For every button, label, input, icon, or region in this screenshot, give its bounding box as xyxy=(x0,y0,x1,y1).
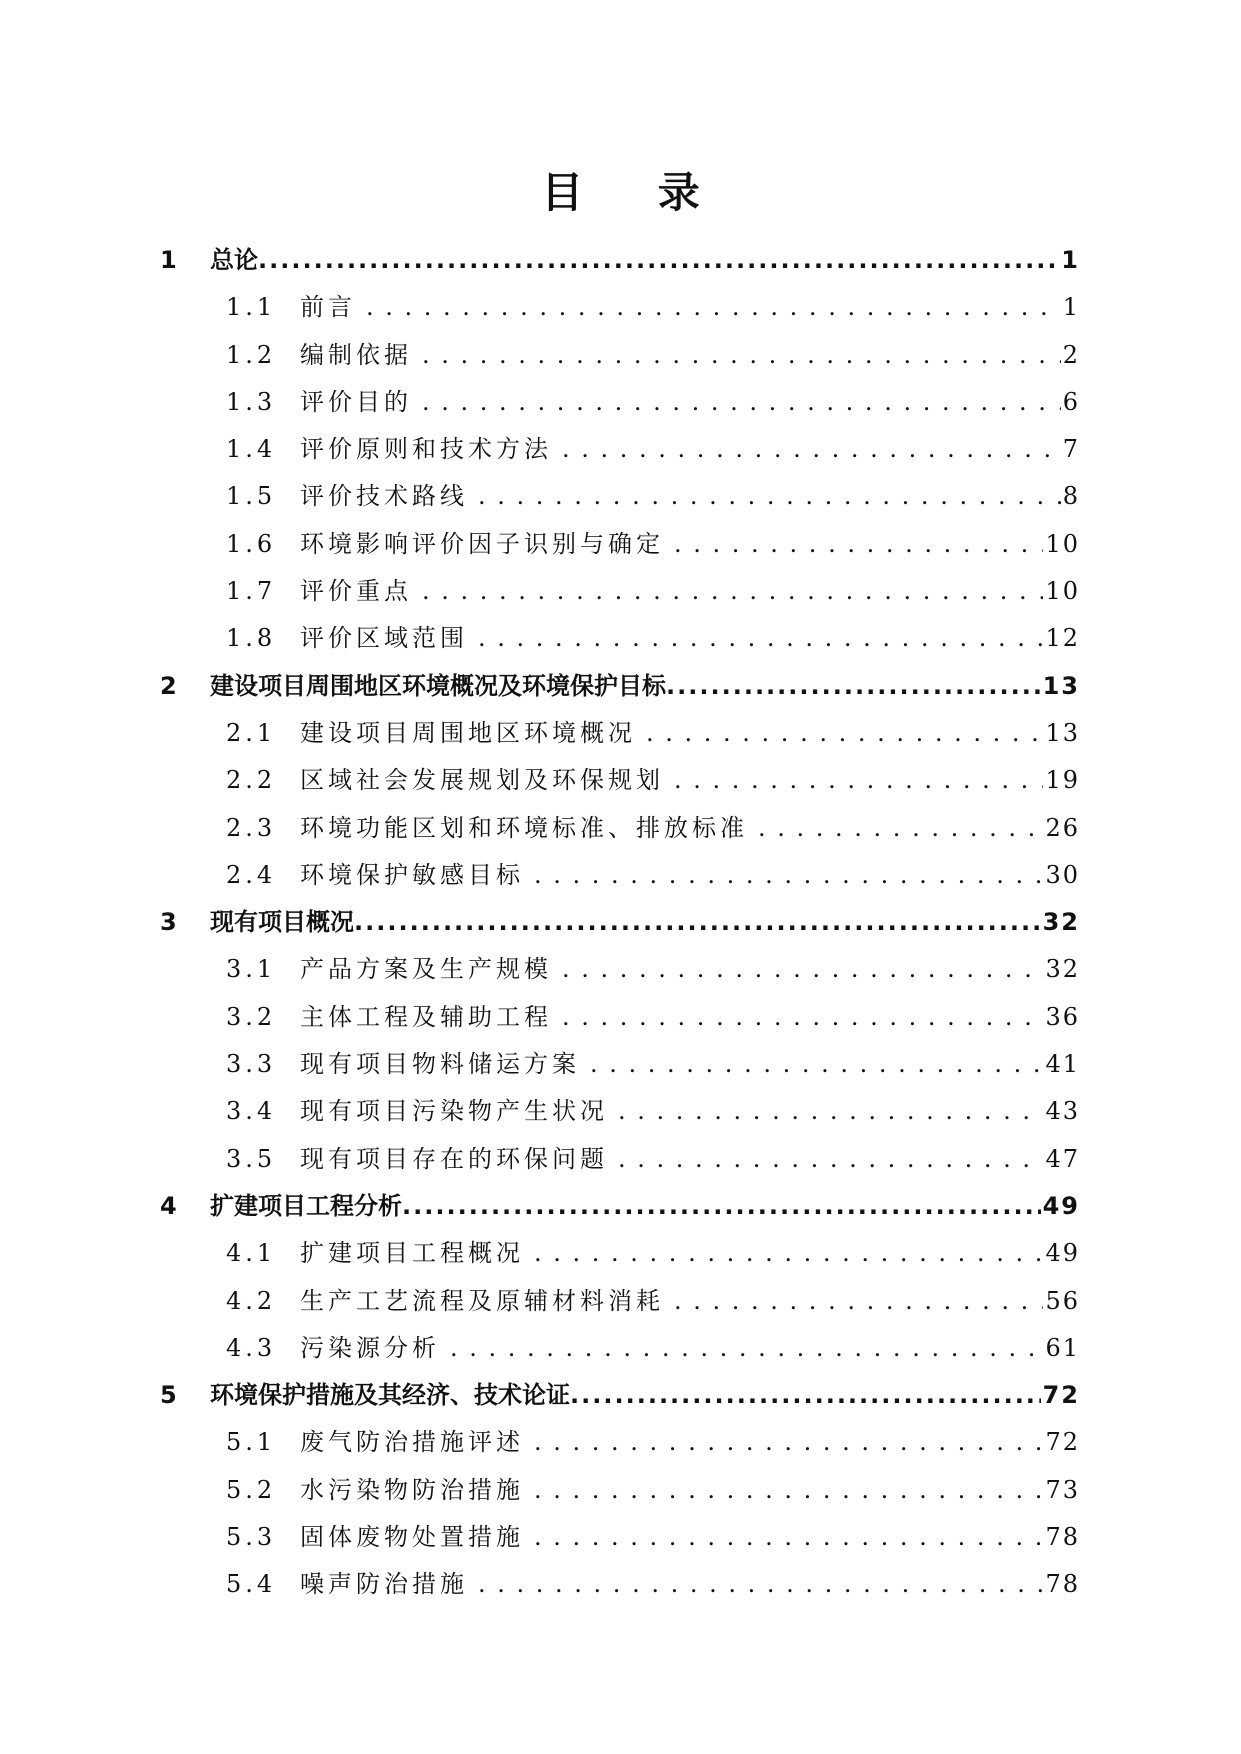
toc-entry-number: 5.1 xyxy=(226,1428,277,1457)
toc-section-entry[interactable] xyxy=(160,568,1080,615)
toc-entry-number: 1.1 xyxy=(226,293,277,322)
toc-entry-title: 现有项目物料储运方案 xyxy=(300,1050,580,1079)
toc-page-number: 41 xyxy=(1045,1050,1080,1079)
toc-entry-title: 编制依据 xyxy=(300,340,412,369)
toc-entry-number: 5.2 xyxy=(226,1475,277,1504)
toc-entry-title: 废气防治措施评述 xyxy=(300,1428,524,1457)
toc-page-number: 1 xyxy=(1061,246,1080,274)
toc-entry-title: 扩建项目工程概况 xyxy=(300,1239,524,1268)
dot-leader xyxy=(666,663,1041,710)
toc-entry-title: 评价原则和技术方法 xyxy=(300,435,552,464)
toc-entry-number: 1.2 xyxy=(226,340,277,369)
toc-section-entry[interactable] xyxy=(160,1230,1080,1277)
toc-entry-title: 污染源分析 xyxy=(300,1333,440,1362)
toc-entry-title: 区域社会发展规划及环保规划 xyxy=(300,766,664,795)
toc-page-number: 6 xyxy=(1062,387,1080,416)
toc-page-number: 36 xyxy=(1045,1002,1080,1031)
toc-entry-title: 评价重点 xyxy=(300,577,412,606)
toc-chapter-entry[interactable] xyxy=(160,1183,1080,1230)
toc-entry-number: 1.3 xyxy=(226,387,277,416)
toc-section-entry[interactable] xyxy=(160,1561,1080,1608)
toc-entry-number: 3.5 xyxy=(226,1144,277,1173)
table-of-contents xyxy=(160,237,1080,1609)
toc-entry-title: 现有项目概况 xyxy=(210,908,354,937)
toc-page-number: 47 xyxy=(1045,1144,1080,1173)
toc-entry-title: 评价技术路线 xyxy=(300,482,468,511)
dot-leader xyxy=(562,426,1061,473)
toc-section-entry[interactable] xyxy=(160,1088,1080,1135)
toc-entry-title: 前言 xyxy=(300,293,356,322)
toc-page-number: 1 xyxy=(1062,293,1080,322)
toc-entry-number: 1 xyxy=(160,246,177,274)
toc-entry-number: 2.3 xyxy=(226,813,277,842)
dot-leader xyxy=(354,899,1041,946)
toc-entry-title: 产品方案及生产规模 xyxy=(300,955,552,984)
toc-entry-title: 环境影响评价因子识别与确定 xyxy=(300,529,664,558)
page-title: 目 录 xyxy=(541,168,730,217)
dot-leader xyxy=(450,1325,1043,1372)
toc-chapter-entry[interactable] xyxy=(160,1372,1080,1419)
toc-entry-number: 3.4 xyxy=(226,1097,277,1126)
toc-section-entry[interactable] xyxy=(160,994,1080,1041)
toc-entry-title: 评价区域范围 xyxy=(300,624,468,653)
dot-leader xyxy=(674,521,1043,568)
toc-page-number: 72 xyxy=(1042,1381,1080,1410)
toc-page-number: 13 xyxy=(1045,718,1080,747)
dot-leader xyxy=(534,1514,1043,1561)
toc-entry-number: 3.1 xyxy=(226,955,277,984)
toc-section-entry[interactable] xyxy=(160,1467,1080,1514)
toc-page-number: 26 xyxy=(1045,813,1080,842)
toc-entry-number: 3.2 xyxy=(226,1002,277,1031)
toc-entry-number: 2.1 xyxy=(226,718,277,747)
dot-leader xyxy=(534,1419,1043,1466)
dot-leader xyxy=(562,946,1043,993)
toc-section-entry[interactable] xyxy=(160,473,1080,520)
toc-section-entry[interactable] xyxy=(160,1041,1080,1088)
dot-leader xyxy=(366,284,1061,331)
toc-page-number: 43 xyxy=(1045,1097,1080,1126)
toc-page-number: 49 xyxy=(1042,1191,1080,1220)
toc-section-entry[interactable] xyxy=(160,1136,1080,1183)
toc-entry-number: 3 xyxy=(160,908,177,937)
dot-leader xyxy=(422,379,1061,426)
toc-page-number: 78 xyxy=(1045,1570,1080,1599)
toc-section-entry[interactable] xyxy=(160,946,1080,993)
toc-entry-title: 评价目的 xyxy=(300,387,412,416)
toc-page-number: 2 xyxy=(1062,340,1080,369)
toc-section-entry[interactable] xyxy=(160,284,1080,331)
toc-section-entry[interactable] xyxy=(160,379,1080,426)
toc-section-entry[interactable] xyxy=(160,757,1080,804)
toc-page-number: 10 xyxy=(1045,577,1080,606)
dot-leader xyxy=(534,1467,1043,1514)
toc-page-number: 10 xyxy=(1045,529,1080,558)
toc-entry-title: 总论 xyxy=(210,246,258,274)
toc-section-entry[interactable] xyxy=(160,521,1080,568)
dot-leader xyxy=(674,1278,1043,1325)
toc-entry-number: 1.8 xyxy=(226,624,277,653)
toc-entry-title: 水污染物防治措施 xyxy=(300,1475,524,1504)
toc-page-number: 7 xyxy=(1062,435,1080,464)
toc-entry-number: 4 xyxy=(160,1191,177,1220)
toc-section-entry[interactable] xyxy=(160,1278,1080,1325)
toc-page-number: 78 xyxy=(1045,1523,1080,1552)
toc-entry-number: 1.6 xyxy=(226,529,277,558)
toc-entry-number: 1.7 xyxy=(226,577,277,606)
toc-page-number: 49 xyxy=(1045,1239,1080,1268)
dot-leader xyxy=(478,473,1061,520)
toc-page-number: 32 xyxy=(1045,955,1080,984)
toc-section-entry[interactable] xyxy=(160,1514,1080,1561)
toc-page-number: 8 xyxy=(1062,482,1080,511)
toc-page-number: 12 xyxy=(1045,624,1080,653)
toc-section-entry[interactable] xyxy=(160,1419,1080,1466)
dot-leader xyxy=(618,1136,1043,1183)
dot-leader xyxy=(422,568,1043,615)
toc-entry-title: 扩建项目工程分析 xyxy=(210,1191,402,1220)
toc-section-entry[interactable] xyxy=(160,805,1080,852)
toc-page-number: 30 xyxy=(1045,860,1080,889)
toc-page-number: 13 xyxy=(1042,671,1080,700)
toc-entry-number: 5 xyxy=(160,1381,177,1410)
toc-page-number: 32 xyxy=(1042,908,1080,937)
toc-entry-title: 现有项目存在的环保问题 xyxy=(300,1144,608,1173)
toc-entry-number: 2.2 xyxy=(226,766,277,795)
toc-entry-number: 3.3 xyxy=(226,1050,277,1079)
toc-page-number: 72 xyxy=(1045,1428,1080,1457)
dot-leader xyxy=(534,852,1043,899)
toc-page-number: 19 xyxy=(1045,766,1080,795)
dot-leader xyxy=(422,332,1061,379)
toc-entry-number: 4.3 xyxy=(226,1333,277,1362)
toc-entry-title: 主体工程及辅助工程 xyxy=(300,1002,552,1031)
toc-section-entry[interactable] xyxy=(160,426,1080,473)
toc-entry-number: 5.3 xyxy=(226,1523,277,1552)
toc-entry-number: 4.2 xyxy=(226,1286,277,1315)
toc-section-entry[interactable] xyxy=(160,332,1080,379)
toc-entry-title: 环境保护敏感目标 xyxy=(300,860,524,889)
toc-entry-number: 2.4 xyxy=(226,860,277,889)
toc-section-entry[interactable] xyxy=(160,615,1080,662)
toc-section-entry[interactable] xyxy=(160,852,1080,899)
toc-entry-title: 建设项目周围地区环境概况及环境保护目标 xyxy=(210,671,666,700)
dot-leader xyxy=(478,1561,1043,1608)
toc-entry-title: 环境功能区划和环境标准、排放标准 xyxy=(300,813,748,842)
toc-entry-title: 现有项目污染物产生状况 xyxy=(300,1097,608,1126)
toc-entry-number: 5.4 xyxy=(226,1570,277,1599)
toc-entry-title: 建设项目周围地区环境概况 xyxy=(300,718,636,747)
toc-chapter-entry[interactable] xyxy=(160,237,1080,284)
toc-entry-title: 噪声防治措施 xyxy=(300,1570,468,1599)
dot-leader xyxy=(478,615,1043,662)
toc-entry-number: 2 xyxy=(160,671,177,700)
dot-leader xyxy=(562,994,1043,1041)
toc-entry-title: 固体废物处置措施 xyxy=(300,1523,524,1552)
toc-entry-number: 4.1 xyxy=(226,1239,277,1268)
toc-entry-title: 环境保护措施及其经济、技术论证 xyxy=(210,1381,570,1410)
toc-entry-number: 1.4 xyxy=(226,435,277,464)
toc-page-number: 56 xyxy=(1045,1286,1080,1315)
toc-chapter-entry[interactable] xyxy=(160,899,1080,946)
dot-leader xyxy=(590,1041,1043,1088)
dot-leader xyxy=(570,1372,1041,1419)
dot-leader xyxy=(758,805,1043,852)
toc-page-number: 61 xyxy=(1045,1333,1080,1362)
toc-chapter-entry[interactable] xyxy=(160,663,1080,710)
dot-leader xyxy=(646,710,1043,757)
dot-leader xyxy=(618,1088,1043,1135)
toc-entry-title: 生产工艺流程及原辅材料消耗 xyxy=(300,1286,664,1315)
dot-leader xyxy=(402,1183,1041,1230)
dot-leader xyxy=(674,757,1043,804)
toc-section-entry[interactable] xyxy=(160,710,1080,757)
toc-section-entry[interactable] xyxy=(160,1325,1080,1372)
toc-page-number: 73 xyxy=(1045,1475,1080,1504)
toc-entry-number: 1.5 xyxy=(226,482,277,511)
dot-leader xyxy=(534,1230,1043,1277)
dot-leader xyxy=(258,237,1059,284)
